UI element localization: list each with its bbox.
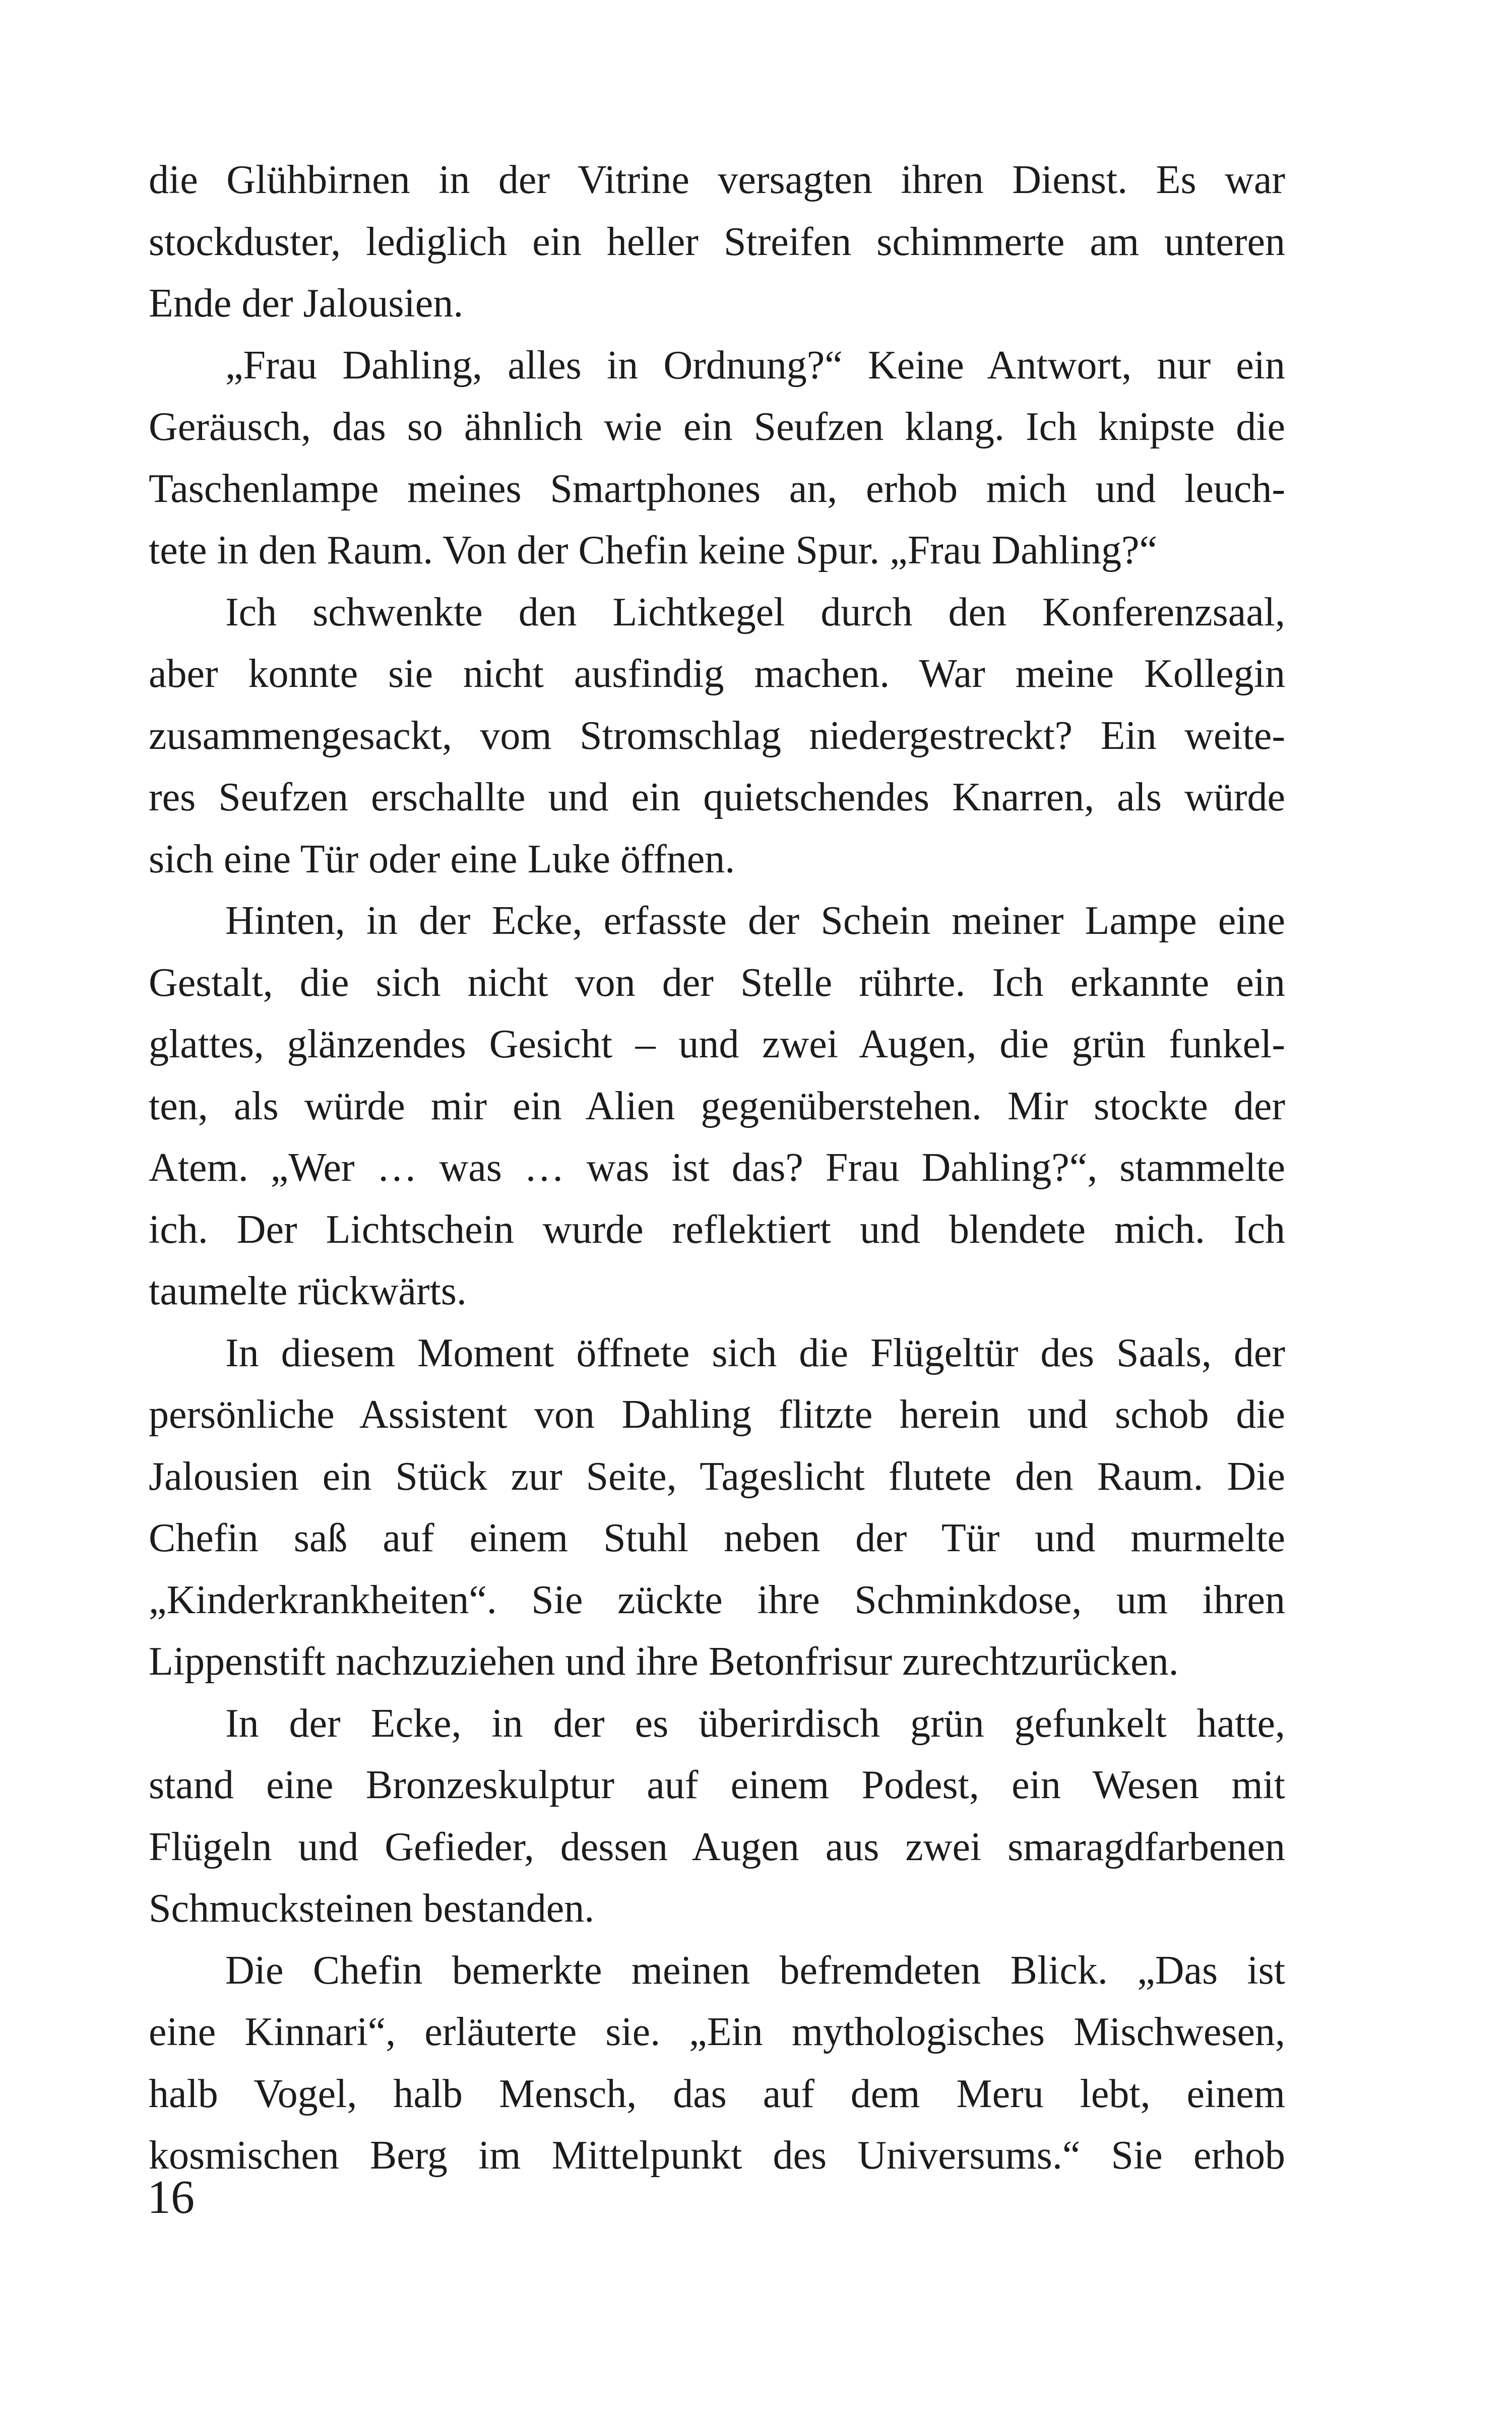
text-line: die Glühbirnen in der Vitrine versagten ihren Dienst. Es war	[149, 158, 1285, 202]
text-line: Chefin saß auf einem Stuhl neben der Tür und murmelte	[149, 1516, 1285, 1560]
text-line: stockduster, lediglich ein heller Streifen schimmerte am unteren	[149, 219, 1285, 264]
text-line: aber konnte sie nicht ausfindig machen. War meine Kollegin	[149, 652, 1285, 696]
paragraph-first-line: „Frau Dahling, alles in Ordnung?“ Keine Antwort, nur ein	[225, 343, 1285, 388]
text-line: ten, als würde mir ein Alien gegenüberstehen. Mir stockte der	[149, 1084, 1285, 1128]
text-line: glattes, glänzendes Gesicht – und zwei Augen, die grün funkel-	[149, 1022, 1285, 1066]
text-line: Lippenstift nachzuziehen und ihre Betonfrisur zurechtzurücken.	[149, 1639, 1179, 1684]
body-text	[149, 149, 1285, 2187]
text-line: Flügeln und Gefieder, dessen Augen aus zwei smaragdfarbenen	[149, 1824, 1285, 1869]
paragraph-first-line: Ich schwenkte den Lichtkegel durch den Konferenzsaal,	[225, 590, 1285, 634]
text-line: Jalousien ein Stück zur Seite, Tageslicht flutete den Raum. Die	[149, 1454, 1285, 1499]
text-line: eine Kinnari“, erläuterte sie. „Ein mythologisches Mischwesen,	[149, 2010, 1285, 2054]
text-line: halb Vogel, halb Mensch, das auf dem Meru lebt, einem	[149, 2071, 1285, 2116]
page-number: 16	[147, 2171, 195, 2223]
paragraph-first-line: Hinten, in der Ecke, erfasste der Schein meiner Lampe eine	[225, 899, 1285, 943]
text-line: Atem. „Wer … was … was ist das? Frau Dahling?“, stammelte	[149, 1146, 1285, 1190]
text-line: zusammengesackt, vom Stromschlag niedergestreckt? Ein weite-	[149, 713, 1285, 758]
paragraph-first-line: Die Chefin bemerkte meinen befremdeten Blick. „Das ist	[225, 1948, 1285, 1993]
text-line: „Kinderkrankheiten“. Sie zückte ihre Schminkdose, um ihren	[149, 1577, 1285, 1622]
text-line: sich eine Tür oder eine Luke öffnen.	[149, 837, 735, 881]
text-line: taumelte rückwärts.	[149, 1269, 467, 1313]
text-line: Ende der Jalousien.	[149, 281, 464, 326]
text-line: persönliche Assistent von Dahling flitzte herein und schob die	[149, 1392, 1285, 1437]
text-line: stand eine Bronzeskulptur auf einem Podest, ein Wesen mit	[149, 1763, 1285, 1807]
text-line: Schmucksteinen bestanden.	[149, 1886, 595, 1931]
text-line: kosmischen Berg im Mittelpunkt des Universums.“ Sie erhob	[149, 2133, 1285, 2178]
text-line: Geräusch, das so ähnlich wie ein Seufzen klang. Ich knipste die	[149, 405, 1285, 449]
paragraph-first-line: In diesem Moment öffnete sich die Flügeltür des Saals, der	[225, 1330, 1285, 1375]
text-line: Taschenlampe meines Smartphones an, erhob mich und leuch-	[149, 466, 1285, 511]
text-line: Gestalt, die sich nicht von der Stelle rührte. Ich erkannte ein	[149, 960, 1285, 1005]
text-line: tete in den Raum. Von der Chefin keine Spur. „Frau Dahling?“	[149, 528, 1158, 573]
paragraph-first-line: In der Ecke, in der es überirdisch grün gefunkelt hatte,	[225, 1701, 1285, 1746]
text-line: ich. Der Lichtschein wurde reflektiert und blendete mich. Ich	[149, 1207, 1285, 1252]
text-line: res Seufzen erschallte und ein quietschendes Knarren, als würde	[149, 775, 1285, 819]
